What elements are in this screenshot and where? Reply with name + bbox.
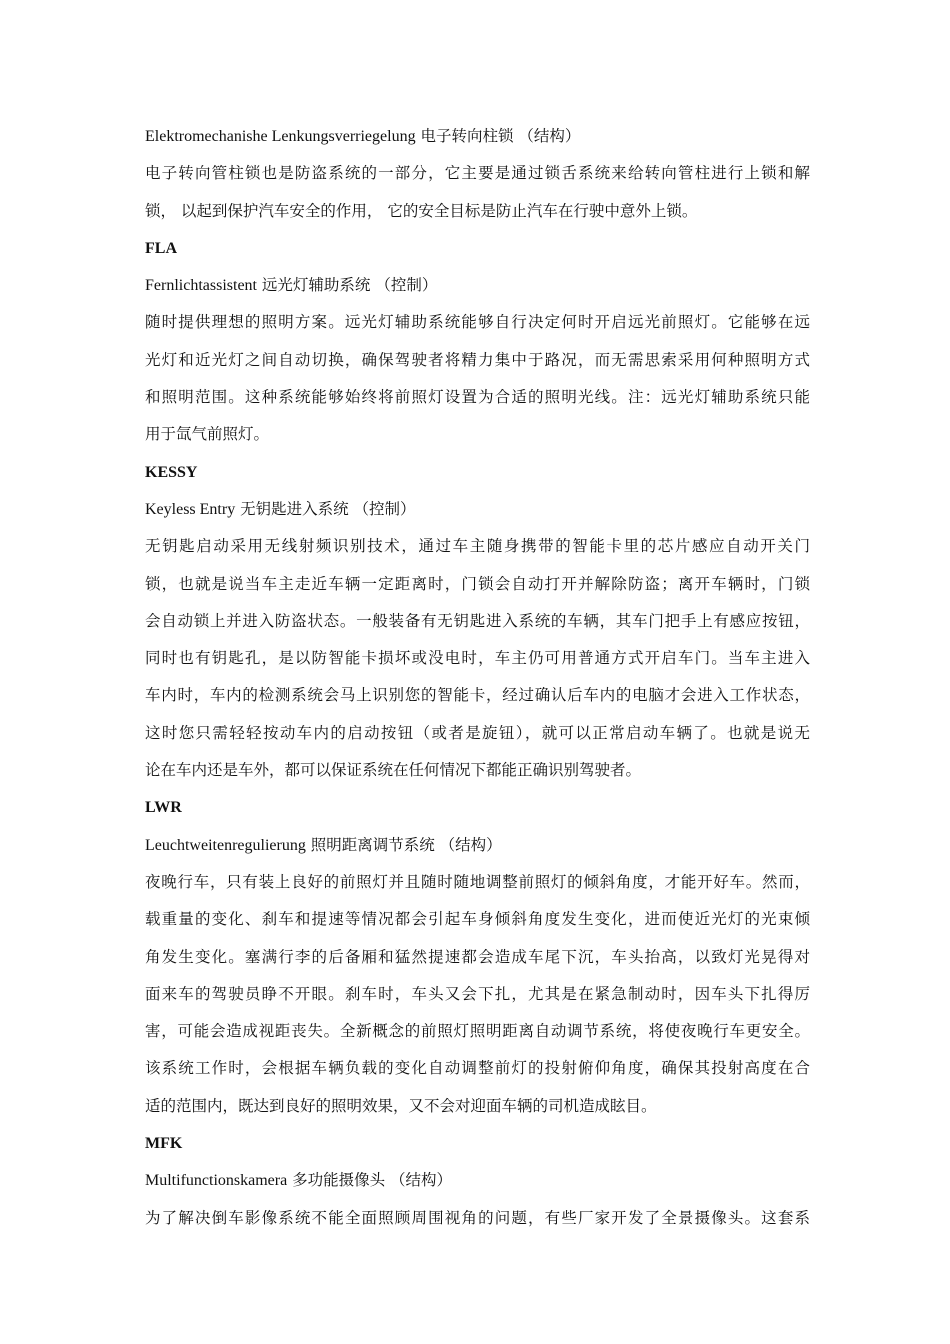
body-line: 夜晚行车，只有装上良好的前照灯并且随时随地调整前照灯的倾斜角度，才能开好车。然而， xyxy=(145,872,810,891)
term-line xyxy=(145,827,810,864)
term-chinese: 远光灯辅助系统 （控制） xyxy=(256,276,438,295)
body-line: 用于氙气前照灯。 xyxy=(145,425,270,444)
body-line: 该系统工作时，会根据车辆负载的变化自动调整前灯的投射俯仰角度，确保其投射高度在合 xyxy=(145,1059,810,1078)
term-german: Leuchtweitenregulierung xyxy=(145,836,306,854)
body-line: 载重量的变化、刹车和提速等情况都会引起车身倾斜角度发生变化，进而使近光灯的光束倾 xyxy=(145,910,810,929)
body-line: 锁，也就是说当车主走近车辆一定距离时，门锁会自动打开并解除防盗；离开车辆时，门锁 xyxy=(145,574,810,593)
term-line xyxy=(145,267,810,304)
section-heading: LWR xyxy=(145,799,182,817)
body-line: 为了解决倒车影像系统不能全面照顾周围视角的问题，有些厂家开发了全景摄像头。这套系 xyxy=(145,1208,810,1227)
term-chinese: 照明距离调节系统 （结构） xyxy=(305,835,502,854)
body-line: 适的范围内，既达到良好的照明效果，又不会对迎面车辆的司机造成眩目。 xyxy=(145,1096,657,1115)
section-heading: FLA xyxy=(145,239,177,257)
body-line: 车内时，车内的检测系统会马上识别您的智能卡，经过确认后车内的电脑才会进入工作状态， xyxy=(145,686,810,705)
body-line: 无钥匙启动采用无线射频识别技术，通过车主随身携带的智能卡里的芯片感应自动开关门 xyxy=(145,537,810,556)
term-line xyxy=(145,491,810,528)
section-heading: KESSY xyxy=(145,463,198,481)
term-chinese: 电子转向柱锁 （结构） xyxy=(415,127,581,145)
body-line: 随时提供理想的照明方案。远光灯辅助系统能够自行决定何时开启远光前照灯。它能够在远 xyxy=(145,313,810,332)
body-line: 同时也有钥匙孔，是以防智能卡损坏或没电时，车主仍可用普通方式开启车门。当车主进入 xyxy=(145,649,810,668)
term-german: Keyless Entry xyxy=(145,500,236,518)
body-line: 光灯和近光灯之间自动切换，确保驾驶者将精力集中于路况，而无需思索采用何种照明方式 xyxy=(145,350,810,369)
section-heading: MFK xyxy=(145,1135,183,1153)
term-german: Multifunctionskamera xyxy=(145,1172,288,1190)
body-line: 论在车内还是车外，都可以保证系统在任何情况下都能正确识别驾驶者。 xyxy=(145,761,642,780)
term-german: Fernlichtassistent xyxy=(145,277,257,295)
body-line: 会自动锁上并进入防盗状态。一般装备有无钥匙进入系统的车辆，其车门把手上有感应按钮， xyxy=(145,611,810,630)
body-line: 角发生变化。塞满行李的后备厢和猛然提速都会造成车尾下沉，车头抬高，以致灯光晃得对 xyxy=(145,947,810,966)
term-chinese: 多功能摄像头 （结构） xyxy=(287,1171,453,1190)
body-line: 害，可能会造成视距丧失。全新概念的前照灯照明距离自动调节系统，将使夜晚行车更安全。 xyxy=(145,1022,810,1041)
body-line: 这时您只需轻轻按动车内的启动按钮（或者是旋钮），就可以正常启动车辆了。也就是说无 xyxy=(145,723,810,742)
document-page xyxy=(145,118,810,1237)
term-chinese: 无钥匙进入系统 （控制） xyxy=(235,499,416,518)
body-line: 锁， 以起到保护汽车安全的作用， 它的安全目标是防止汽车在行驶中意外上锁。 xyxy=(145,201,698,220)
body-line: 电子转向管柱锁也是防盗系统的一部分，它主要是通过锁舌系统来给转向管柱进行上锁和解 xyxy=(145,164,810,183)
term-line xyxy=(145,1162,810,1199)
term-line xyxy=(145,118,810,155)
term-german: Elektromechanishe Lenkungsverriegelung xyxy=(145,128,416,145)
body-line: 面来车的驾驶员睁不开眼。刹车时，车头又会下扎，尤其是在紧急制动时，因车头下扎得厉 xyxy=(145,984,810,1003)
body-line: 和照明范围。这种系统能够始终将前照灯设置为合适的照明光线。注：远光灯辅助系统只能 xyxy=(145,388,810,407)
